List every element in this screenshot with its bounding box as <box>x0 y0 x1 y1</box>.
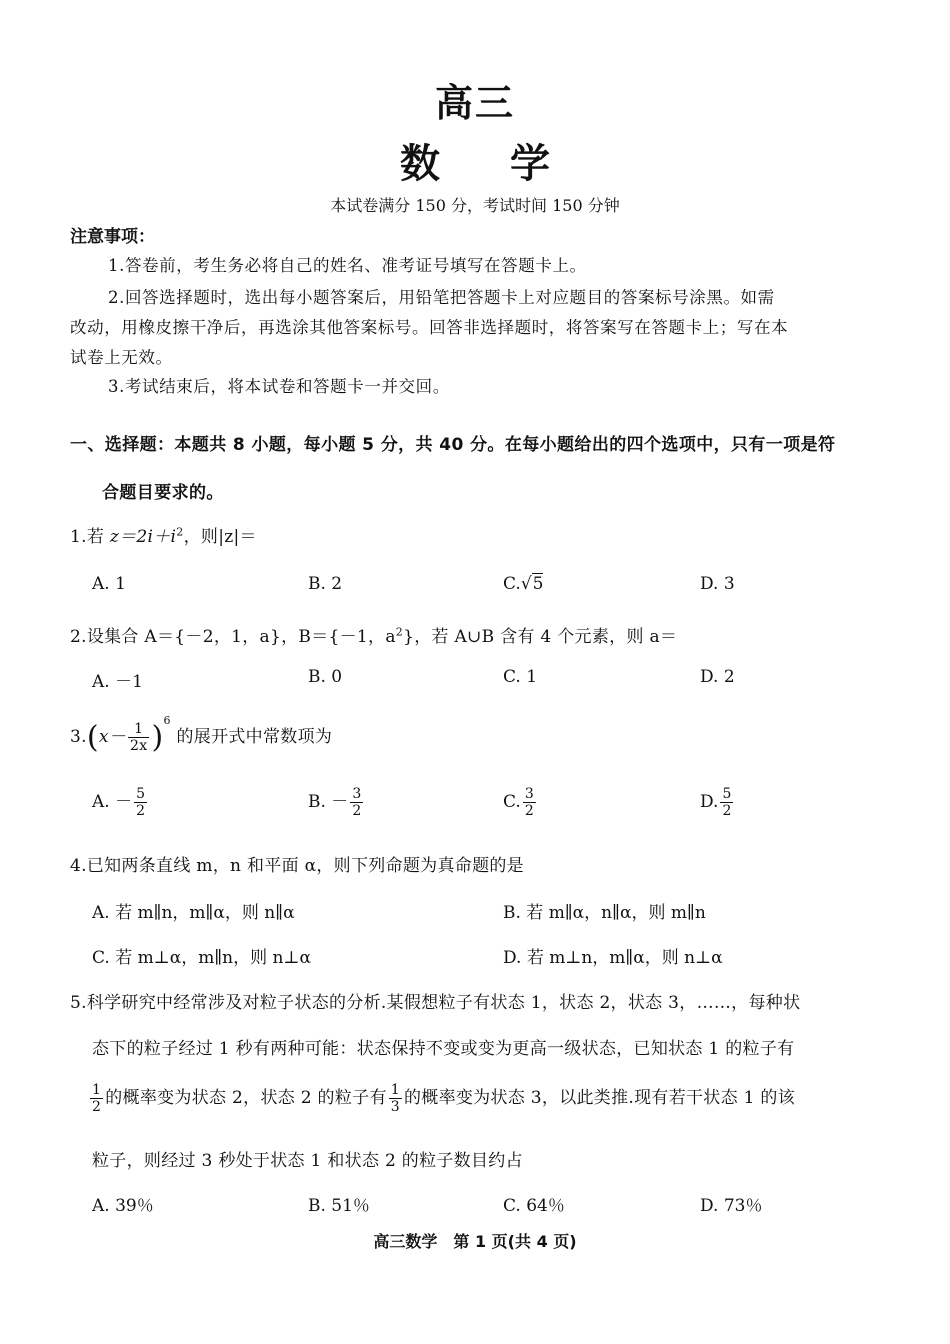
q5-option-a: A. 39％ <box>92 1196 154 1216</box>
subject-title: 数 学 <box>400 141 578 187</box>
q1-option-a: A. 1 <box>92 574 126 594</box>
question-5-line-4: 粒子，则经过 3 秒处于状态 1 和状态 2 的粒子数目约占 <box>92 1151 523 1171</box>
q2-option-c: C. 1 <box>503 667 538 687</box>
section-1-heading-line-1: 一、选择题：本题共 8 小题，每小题 5 分，共 40 分。在每小题给出的四个选项中，只有一项是符 <box>70 435 836 455</box>
q3-option-b <box>308 786 365 819</box>
q3-option-c-numerator: 3 <box>524 786 534 802</box>
q4-option-d: D. 若 m⊥n，m∥α，则 n⊥α <box>503 948 723 968</box>
q2-option-b: B. 0 <box>308 667 343 687</box>
question-5-line-1: 5.科学研究中经常涉及对粒子状态的分析.某假想粒子有状态 1，状态 2，状态 3，……，每种状 <box>70 993 801 1013</box>
q1-expression: z＝2i＋i <box>109 527 177 547</box>
note-item-2-line-2: 改动，用橡皮擦干净后，再选涂其他答案标号。回答非选择题时，将答案写在答题卡上；写在本 <box>70 318 789 337</box>
q3-fraction-denominator: 2x <box>130 738 148 754</box>
q2-text-a: 2.设集合 A＝{－2，1，a}，B＝{－1，a <box>70 627 396 647</box>
q3-option-c <box>503 786 538 819</box>
q2-option-d: D. 2 <box>700 667 735 687</box>
q3-number: 3. <box>70 727 87 747</box>
q3-option-b-numerator: 3 <box>352 786 362 802</box>
q4-option-c: C. 若 m⊥α，m∥n，则 n⊥α <box>92 948 311 968</box>
section-1-heading-line-2: 合题目要求的。 <box>102 483 224 503</box>
q5-fraction-2-denominator: 3 <box>390 1099 400 1115</box>
q1-option-b: B. 2 <box>308 574 343 594</box>
question-5-line-2: 态下的粒子经过 1 秒有两种可能：状态保持不变或变为更高一级状态，已知状态 1 的粒子有 <box>92 1039 795 1059</box>
note-item-3: 3.考试结束后，将本试卷和答题卡一并交回。 <box>108 377 450 396</box>
q3-option-d <box>700 786 735 819</box>
notes-heading: 注意事项： <box>70 227 155 247</box>
q2-option-a: A. －1 <box>92 672 143 692</box>
q5-line-3-b: 的概率变为状态 3，以此类推.现有若干状态 1 的该 <box>403 1088 796 1108</box>
q5-fraction-1-numerator: 1 <box>92 1082 102 1098</box>
grade-title: 高三 <box>434 81 515 125</box>
q1-option-c-label: C. <box>503 574 521 594</box>
question-3-stem: 3.(x－ $\frac{1}{2x}$ )$^6$ 的展开式中常数项为 <box>70 714 333 755</box>
q3-power: 6 <box>163 714 171 727</box>
q5-fraction-2-numerator: 1 <box>390 1082 400 1098</box>
q3-option-a-numerator: 5 <box>136 786 146 802</box>
q1-exponent: 2 <box>176 525 184 539</box>
q3-option-a-denominator: 2 <box>136 803 146 819</box>
q5-option-b: B. 51％ <box>308 1196 370 1216</box>
q5-line-3-a: 的概率变为状态 2，状态 2 的粒子有 <box>105 1088 387 1108</box>
q3-expression: x－ <box>98 727 127 747</box>
q2-exponent: 2 <box>395 625 404 639</box>
q1-suffix: ，则|z|＝ <box>183 527 257 547</box>
q3-suffix: 的展开式中常数项为 <box>170 727 333 747</box>
q4-option-b: B. 若 m∥α，n∥α，则 m∥n <box>503 903 706 923</box>
q1-option-c-radicand: 5 <box>532 574 544 594</box>
q4-option-a: A. 若 m∥n，m∥α，则 n∥α <box>92 903 295 923</box>
q2-text-b: }，若 A∪B 含有 4 个元素，则 a＝ <box>403 627 678 647</box>
q3-option-d-denominator: 2 <box>722 803 732 819</box>
q3-option-c-denominator: 2 <box>524 803 534 819</box>
q5-option-c: C. 64％ <box>503 1196 565 1216</box>
q3-fraction-numerator: 1 <box>128 721 149 738</box>
q3-fraction <box>128 721 149 754</box>
q3-option-d-label: D. <box>700 792 719 812</box>
question-5-line-3 <box>88 1082 795 1115</box>
q3-option-b-denominator: 2 <box>352 803 362 819</box>
page-footer: 高三数学 第 1 页(共 4 页) <box>373 1232 577 1251</box>
question-1-stem <box>70 522 257 547</box>
q5-option-d: D. 73％ <box>700 1196 763 1216</box>
question-4-stem: 4.已知两条直线 m，n 和平面 α，则下列命题为真命题的是 <box>70 856 524 876</box>
exam-info: 本试卷满分 150 分，考试时间 150 分钟 <box>330 196 620 215</box>
note-item-2-line-3: 试卷上无效。 <box>70 348 173 367</box>
q1-option-d: D. 3 <box>700 574 735 594</box>
q1-option-c: C.√5 <box>503 574 544 594</box>
q3-option-d-numerator: 5 <box>722 786 732 802</box>
q3-option-a <box>92 786 149 819</box>
note-item-2-line-1: 2.回答选择题时，选出每小题答案后，用铅笔把答题卡上对应题目的答案标号涂黑。如需 <box>108 288 775 307</box>
q3-option-b-label: B. － <box>308 792 349 812</box>
q3-option-a-label: A. － <box>92 792 133 812</box>
q1-prefix: 1.若 <box>70 527 110 547</box>
question-2-stem <box>70 622 677 647</box>
q5-fraction-1-denominator: 2 <box>92 1099 102 1115</box>
note-item-1: 1.答卷前，考生务必将自己的姓名、准考证号填写在答题卡上。 <box>108 256 587 275</box>
q3-option-c-label: C. <box>503 792 521 812</box>
